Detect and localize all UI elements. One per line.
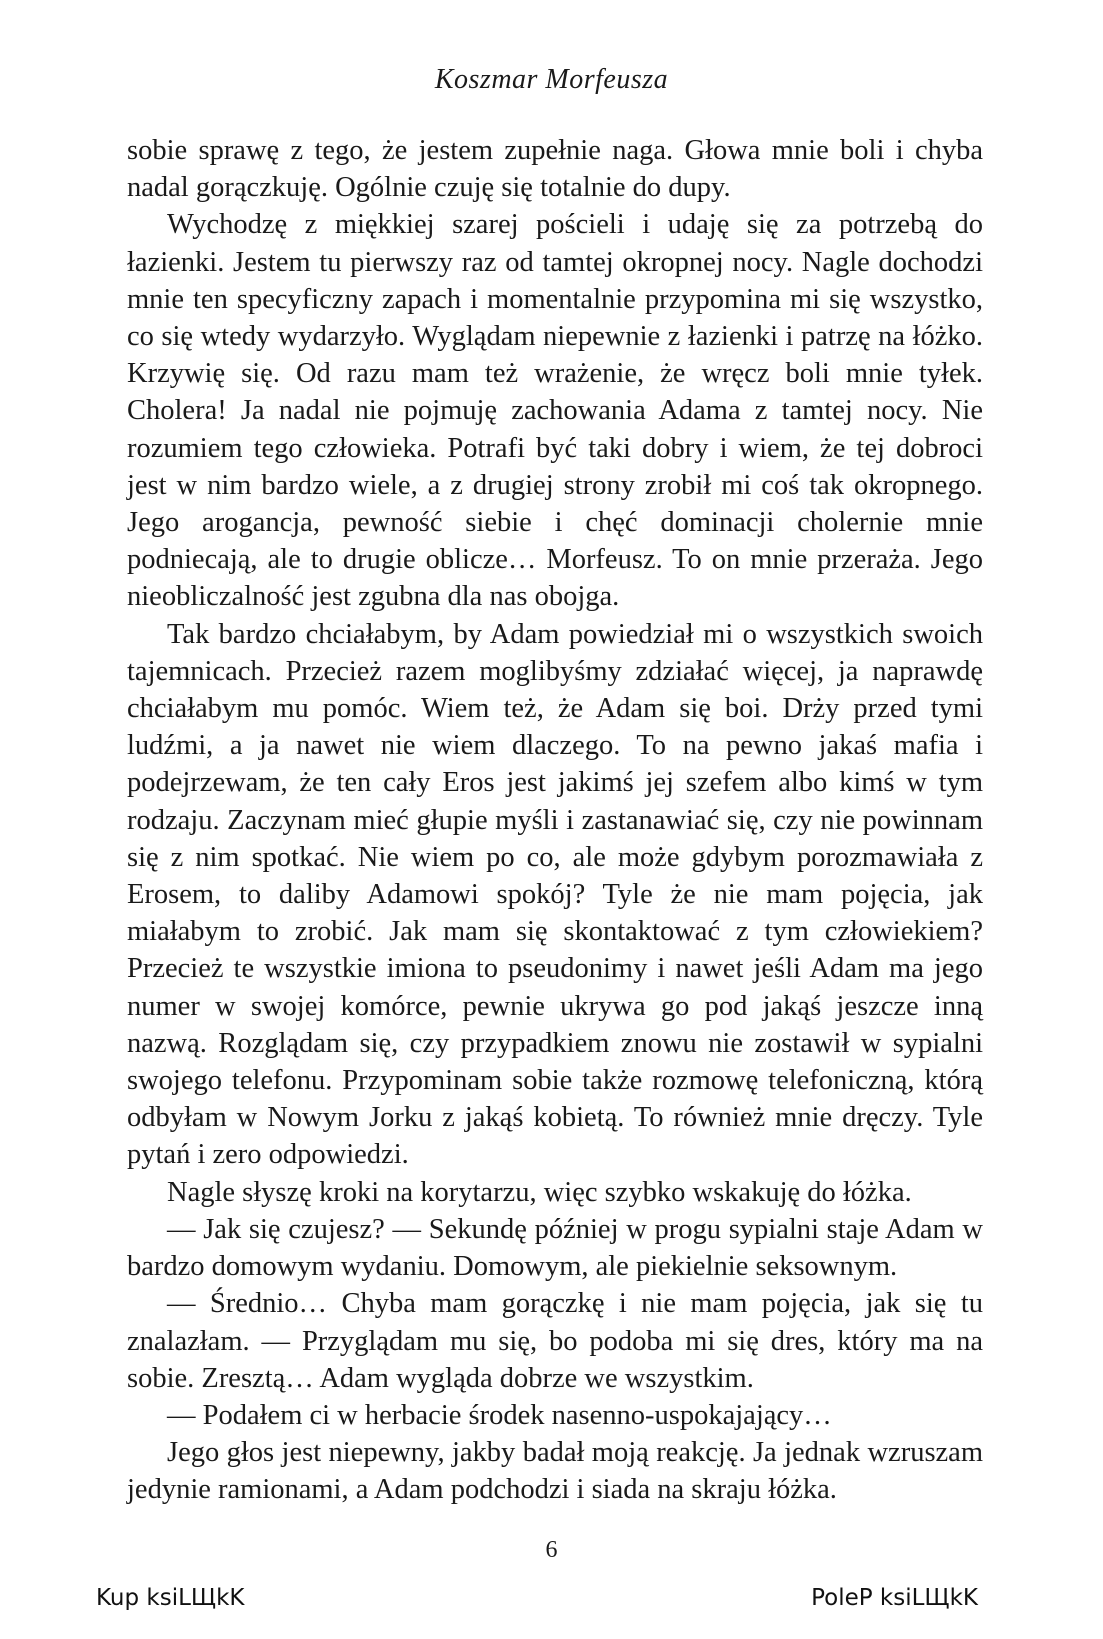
- book-text: [127, 132, 983, 1509]
- recommend-book-link[interactable]: PoleP ksiLЩkK: [811, 1585, 978, 1611]
- paragraph-continuation: sobie sprawę z tego, że jestem zupełnie naga. Głowa mnie boli i chyba nadal gorączkuję. Ogólnie czuję się totalnie do dupy.: [127, 135, 983, 204]
- paragraph: Wychodzę z miękkiej szarej pościeli i udaję się za potrzebą do łazienki. Jestem tu pierwszy raz od tamtej okropnej nocy. Nagle dochodzi mnie ten specyficzny zapach i momentalnie przypomina mi się wszystko, co się wtedy wydarzyło. Wyglądam niepewnie z łazienki i patrzę na łóżko. Krzywię się. Od razu mam też wrażenie, że wręcz boli mnie tyłek. Cholera! Ja nadal nie pojmuję zachowania Adama z tamtej nocy. Nie rozumiem tego człowieka. Potrafi być taki dobry i wiem, że tej dobroci jest w nim bardzo wiele, a z drugiej strony zrobił mi coś tak okropnego. Jego arogancja, pewność siebie i chęć dominacji cholernie mnie podniecają, ale to drugie oblicze… Morfeusz. To on mnie przeraża. Jego nieobliczalność jest zgubna dla nas obojga.: [127, 209, 983, 613]
- page-number: 6: [545, 1537, 558, 1563]
- dialogue-paragraph: — Podałem ci w herbacie środek nasenno-uspokajający…: [167, 1399, 832, 1431]
- paragraph: Nagle słyszę kroki na korytarzu, więc szybko wskakuję do łóżka.: [167, 1176, 912, 1208]
- paragraph: Tak bardzo chciałabym, by Adam powiedział mi o wszystkich swoich tajemnicach. Przecież razem moglibyśmy zdziałać więcej, ja naprawdę chciałabym mu pomóc. Wiem też, że Adam się boi. Drży przed tymi ludźmi, a ja nawet nie wiem dlaczego. To na pewno jakaś mafia i podejrzewam, że ten cały Eros jest jakimś jej szefem albo kimś w tym rodzaju. Zaczynam mieć głupie myśli i zastanawiać się, czy nie powinnam się z nim spotkać. Nie wiem po co, ale może gdybym porozmawiała z Erosem, to daliby Adamowi spokój? Tyle że nie mam pojęcia, jak miałabym to zrobić. Jak mam się skontaktować z tym człowiekiem? Przecież te wszystkie imiona to pseudonimy i nawet jeśli Adam ma jego numer w swojej komórce, pewnie ukrywa go pod jakąś jeszcze inną nazwą. Rozglądam się, czy przypadkiem znowu nie zostawił w sypialni swojego telefonu. Przypominam sobie także rozmowę telefoniczną, którą odbyłam w Nowym Jorku z jakąś kobietą. To również mnie dręczy. Tyle pytań i zero odpowiedzi.: [127, 618, 983, 1171]
- running-title: Koszmar Morfeusza: [434, 64, 669, 95]
- dialogue-paragraph: — Jak się czujesz? — Sekundę później w progu sypialni staje Adam w bardzo domowym wydaniu. Domowym, ale piekielnie seksownym.: [127, 1213, 983, 1283]
- dialogue-paragraph: — Średnio… Chyba mam gorączkę i nie mam pojęcia, jak się tu znalazłam. — Przyglądam mu się, bo podoba mi się dres, który ma na sobie. Zresztą… Adam wygląda dobrze we wszystkim.: [127, 1288, 983, 1394]
- paragraph: Jego głos jest niepewny, jakby badał moją reakcję. Ja jednak wzruszam jedynie ramionami, a Adam podchodzi i siada na skraju łóżka.: [127, 1437, 983, 1506]
- buy-book-link[interactable]: Kup ksiLЩkK: [96, 1585, 245, 1611]
